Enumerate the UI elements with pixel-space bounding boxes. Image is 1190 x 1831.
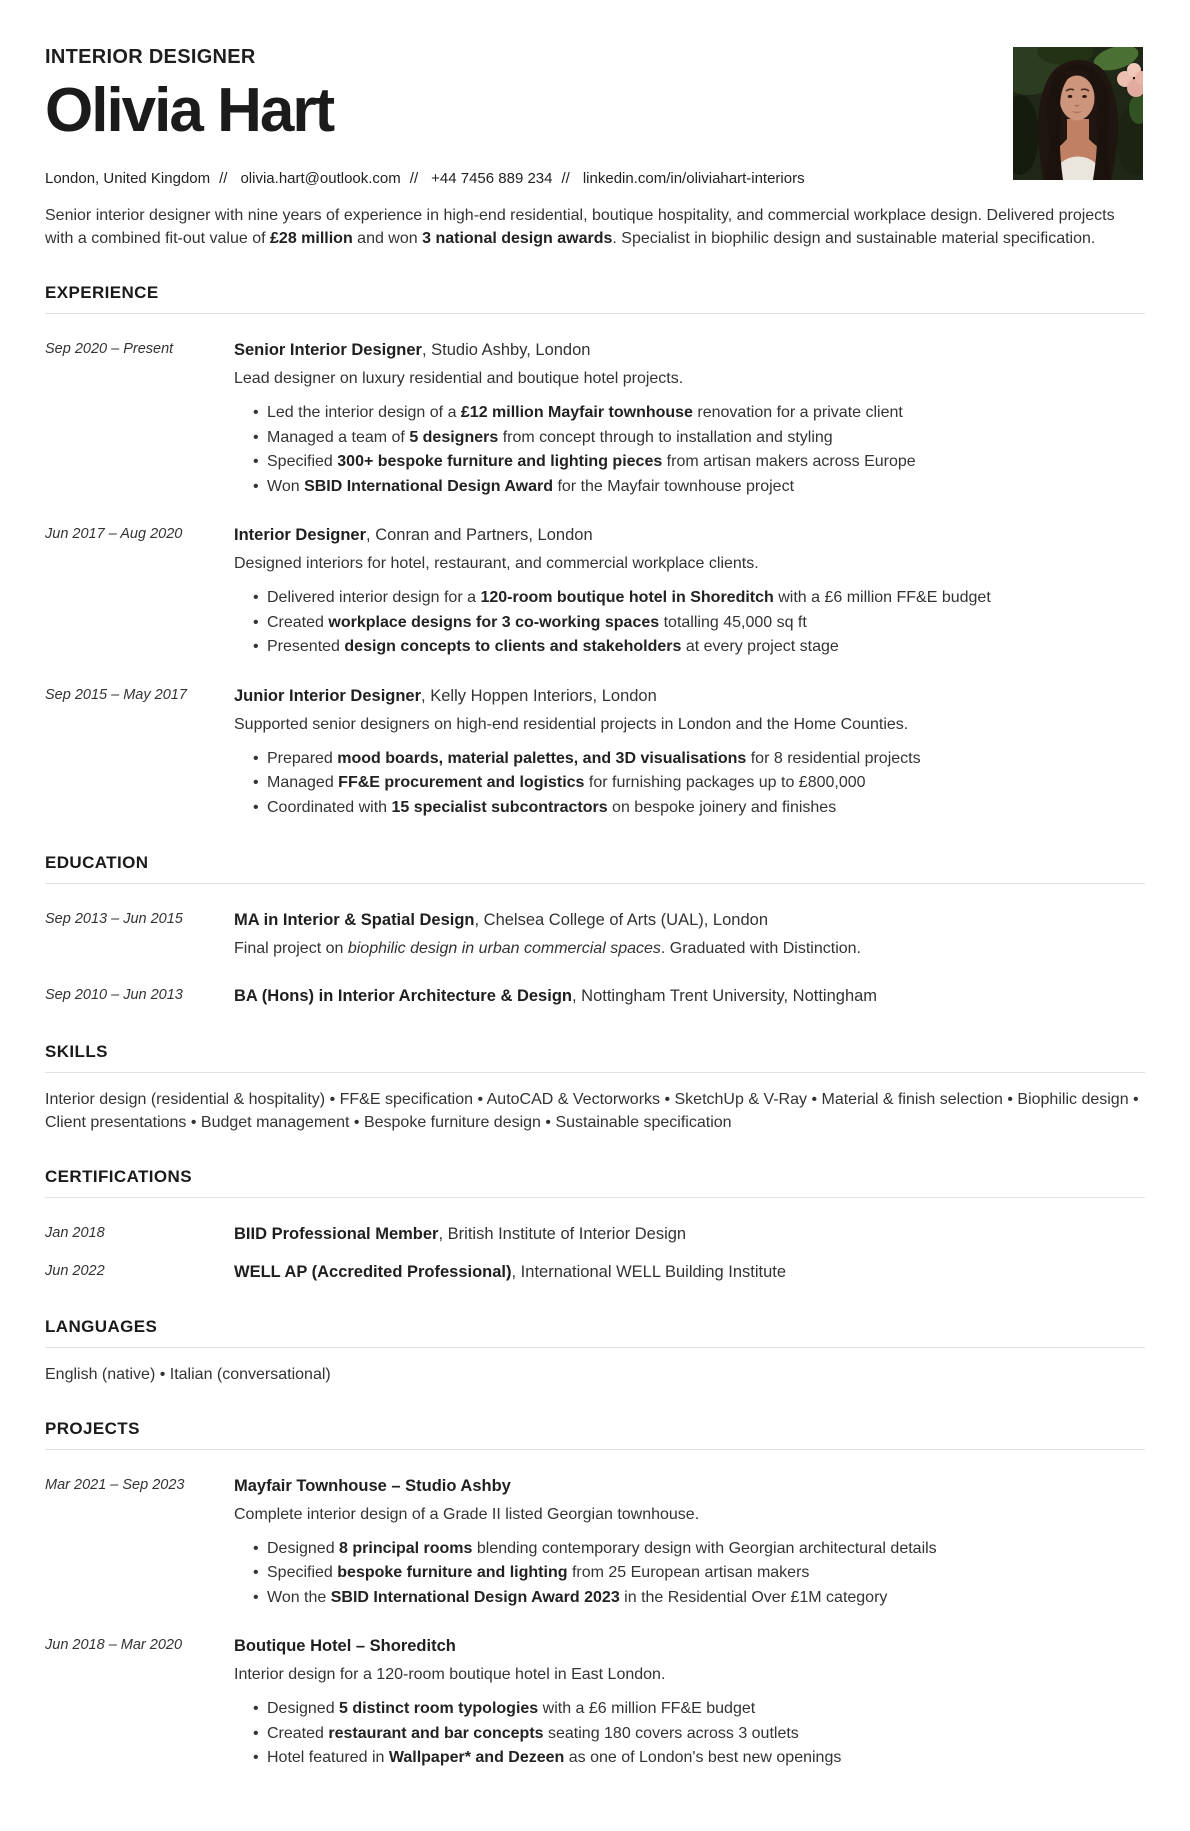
entry-title: BA (Hons) in Interior Architecture & Design, Nottingham Trent University, Nottingham [234,987,878,1006]
section-languages [45,1317,1145,1386]
section-education [45,853,1145,1008]
entry-body [234,909,1145,960]
bullet-item: • Coordinated with 15 specialist subcontractors on bespoke joinery and finishes [234,796,1145,821]
entry-dates: Sep 2015 – May 2017 [45,686,187,703]
section-heading: EDUCATION [45,853,1145,884]
contact-separator: // [561,170,570,188]
bullet-item: • Managed a team of 5 designers from concept through to installation and styling [234,426,1145,451]
contact-location: London, United Kingdom [45,170,211,188]
experience-entry [45,524,1145,660]
section-heading: LANGUAGES [45,1317,1145,1348]
portrait-photo [1013,47,1143,180]
bullet-item: • Delivered interior design for a 120-room boutique hotel in Shoreditch with a £6 million FF&E budget [234,586,1145,611]
contact-email: olivia.hart@outlook.com [240,170,401,188]
bullet-list [234,401,1145,499]
entry-description: Lead designer on luxury residential and boutique hotel projects. [234,370,684,388]
section-projects [45,1419,1145,1771]
entry-title: BIID Professional Member, British Institute of Interior Design [234,1224,687,1243]
section-heading: SKILLS [45,1042,1145,1073]
job-title-kicker: INTERIOR DESIGNER [45,46,256,68]
entry-description: Designed interiors for hotel, restaurant, and commercial workplace clients. [234,555,759,573]
entry-title: MA in Interior & Spatial Design, Chelsea College of Arts (UAL), London [234,911,768,930]
bullet-item: • Presented design concepts to clients and stakeholders at every project stage [234,635,1145,660]
portrait-illustration [1013,47,1143,180]
bullet-list [234,747,1145,821]
entry-title: WELL AP (Accredited Professional), International WELL Building Institute [234,1262,787,1281]
entry-description: Complete interior design of a Grade II listed Georgian townhouse. [234,1505,700,1523]
education-entry [45,909,1145,960]
certification-entry [45,1223,1145,1246]
languages-list: English (native) • Italian (conversational) [45,1365,331,1383]
entry-description: Interior design for a 120-room boutique hotel in East London. [234,1666,666,1684]
section-heading: CERTIFICATIONS [45,1167,1145,1198]
entry-body [234,1261,1145,1284]
bullet-item: • Led the interior design of a £12 million Mayfair townhouse renovation for a private client [234,401,1145,426]
experience-entry [45,339,1145,499]
project-entry [45,1475,1145,1611]
entry-body [234,339,1145,499]
professional-summary: Senior interior designer with nine years of experience in high-end residential, boutique hospitality, and commercial workplace design. Delivered projects with a combined fit-out value of £28 million and won 3 national design awards. Specialist in biophilic design and sustainable material specification. [45,207,1115,248]
section-heading: PROJECTS [45,1419,1145,1450]
project-entry [45,1635,1145,1771]
contact-phone: +44 7456 889 234 [431,170,553,188]
entry-title: Senior Interior Designer, Studio Ashby, London [234,341,591,360]
entry-body [234,1635,1145,1771]
entry-title: Mayfair Townhouse – Studio Ashby [234,1476,511,1495]
bullet-item: • Won SBID International Design Award for the Mayfair townhouse project [234,475,1145,500]
section-skills [45,1042,1145,1134]
entry-title: Junior Interior Designer, Kelly Hoppen Interiors, London [234,686,657,705]
experience-entry [45,685,1145,821]
bullet-item: • Prepared mood boards, material palettes, and 3D visualisations for 8 residential projects [234,747,1145,772]
bullet-item: • Designed 8 principal rooms blending contemporary design with Georgian architectural details [234,1537,1145,1562]
contact-separator: // [219,170,228,188]
bullet-list [234,586,1145,660]
entry-dates: Sep 2013 – Jun 2015 [45,911,183,928]
contact-linkedin: linkedin.com/in/oliviahart-interiors [582,170,805,188]
entry-dates: Sep 2020 – Present [45,341,174,358]
entry-dates: Jan 2018 [45,1224,105,1241]
certification-entry [45,1261,1145,1284]
bullet-item: • Specified 300+ bespoke furniture and lighting pieces from artisan makers across Europe [234,450,1145,475]
section-experience [45,283,1145,820]
bullet-item: • Specified bespoke furniture and lighting from 25 European artisan makers [234,1561,1145,1586]
entry-dates: Sep 2010 – Jun 2013 [45,987,183,1004]
bullet-item: • Created workplace designs for 3 co-working spaces totalling 45,000 sq ft [234,611,1145,636]
resume-header [45,46,1145,143]
bullet-item: • Won the SBID International Design Award 2023 in the Residential Over £1M category [234,1586,1145,1611]
bullet-item: • Designed 5 distinct room typologies with a £6 million FF&E budget [234,1697,1145,1722]
entry-body [234,685,1145,821]
entry-dates: Jun 2017 – Aug 2020 [45,526,183,543]
entry-body [234,1223,1145,1246]
section-heading: EXPERIENCE [45,283,1145,314]
entry-body [234,1475,1145,1611]
entry-dates: Mar 2021 – Sep 2023 [45,1476,185,1493]
bullet-item: • Managed FF&E procurement and logistics for furnishing packages up to £800,000 [234,771,1145,796]
entry-body [234,524,1145,660]
entry-description: Supported senior designers on high-end residential projects in London and the Home Counties. [234,715,909,733]
bullet-list [234,1537,1145,1611]
bullet-item: • Hotel featured in Wallpaper* and Dezeen as one of London's best new openings [234,1746,1145,1771]
bullet-list [234,1697,1145,1771]
skills-list: Interior design (residential & hospitality) • FF&E specification • AutoCAD & Vectorworks • SketchUp & V-Ray • Material & finish selection • Biophilic design • Client presentations • Budget management • Bespoke furniture design • Sustainable specification [45,1090,1139,1131]
contact-line [45,170,1145,187]
education-entry [45,985,1145,1008]
entry-description: Final project on biophilic design in urban commercial spaces. Graduated with Distinction. [234,940,861,958]
section-certifications [45,1167,1145,1284]
entry-dates: Jun 2018 – Mar 2020 [45,1637,183,1654]
entry-title: Interior Designer, Conran and Partners, London [234,526,593,545]
bullet-item: • Created restaurant and bar concepts seating 180 covers across 3 outlets [234,1722,1145,1747]
candidate-name: Olivia Hart [45,76,334,145]
entry-title: Boutique Hotel – Shoreditch [234,1637,456,1656]
entry-body [234,985,1145,1008]
contact-separator: // [409,170,419,188]
entry-dates: Jun 2022 [45,1262,105,1279]
